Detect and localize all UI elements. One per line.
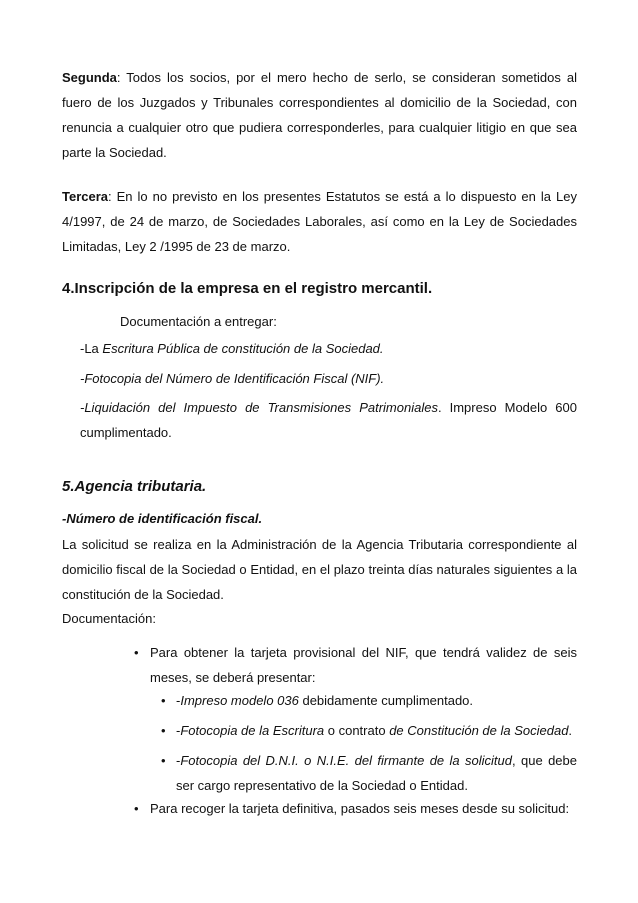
segunda-paragraph — [62, 65, 577, 165]
sub-item-escritura-constitucion: de Constitución de la Sociedad — [389, 723, 569, 738]
bullet-marker: • — [161, 693, 166, 708]
sub-item-escritura-title: Fotocopia de la Escritura — [180, 723, 325, 738]
bullet-marker: • — [134, 645, 139, 660]
doc-item-liquidacion-title: -Liquidación del Impuesto de Transmisiones Patrimoniales — [80, 400, 438, 415]
sub-item-dash: - — [176, 723, 181, 738]
doc-item-escritura-title: Escritura Pública de constitución de la Sociedad. — [102, 341, 384, 356]
sub-item-dni-rest: , que debe ser cargo representativo de la Sociedad o Entidad. — [176, 753, 577, 793]
sub-item-modelo-036-rest: debidamente cumplimentado. — [298, 693, 474, 708]
doc-intro: Documentación a entregar: — [120, 314, 277, 329]
section-5-heading: 5.Agencia tributaria. — [62, 478, 207, 495]
sub-item-dash: - — [176, 753, 181, 768]
doc-item-escritura-prefix: -La — [80, 341, 103, 356]
sub-item-dni-title: Fotocopia del D.N.I. o N.I.E. del firmante de la solicitud — [180, 753, 513, 768]
bullet-provisional: Para obtener la tarjeta provisional del NIF, que tendrá validez de seis meses, se deberá presentar: — [150, 645, 577, 685]
doc-item-nif: -Fotocopia del Número de Identificación Fiscal (NIF). — [80, 371, 385, 386]
bullet-marker: • — [134, 801, 139, 816]
section-4-heading: 4.Inscripción de la empresa en el registro mercantil. — [62, 280, 433, 297]
tercera-label: Tercera — [62, 189, 109, 204]
sub-item-modelo-036-title: Impreso modelo 036 — [180, 693, 299, 708]
sub-item-escritura-end: . — [568, 723, 573, 738]
sub-item-dni — [176, 748, 577, 798]
bullet-marker: • — [161, 723, 166, 738]
sub-item-dash: - — [176, 693, 181, 708]
doc-item-escritura — [80, 336, 577, 361]
bullet-marker: • — [161, 753, 166, 768]
nif-subheading: -Número de identificación fiscal. — [62, 511, 263, 526]
doc-item-liquidacion — [80, 395, 577, 445]
bullet-definitiva: Para recoger la tarjeta definitiva, pasados seis meses desde su solicitud: — [150, 801, 570, 816]
segunda-text: : Todos los socios, por el mero hecho de serlo, se consideran sometidos al fuero de los Juzgados y Tribunales correspondientes al domicilio de la Sociedad, con renuncia a cualquier otro que pudiera corresponderles, para cualquier litigio en que sea parte la Sociedad. — [62, 70, 577, 160]
tercera-paragraph — [62, 184, 577, 259]
sub-item-escritura-mid: o contrato — [324, 723, 390, 738]
documentacion-label: Documentación: — [62, 611, 156, 626]
segunda-label: Segunda — [62, 70, 117, 85]
doc-item-liquidacion-rest: . Impreso Modelo 600 cumplimentado. — [80, 400, 577, 440]
nif-paragraph: La solicitud se realiza en la Administración de la Agencia Tributaria correspondiente al domicilio fiscal de la Sociedad o Entidad, en el plazo treinta días naturales siguientes a la constitución de la Sociedad. — [62, 537, 577, 602]
sub-item-escritura — [176, 718, 577, 743]
tercera-text: : En lo no previsto en los presentes Estatutos se está a lo dispuesto en la Ley 4/1997, de 24 de marzo, de Sociedades Laborales, así como en la Ley de Sociedades Limitadas, Ley 2 /1995 de 23 de marzo. — [62, 189, 577, 254]
sub-item-modelo-036 — [176, 688, 577, 713]
